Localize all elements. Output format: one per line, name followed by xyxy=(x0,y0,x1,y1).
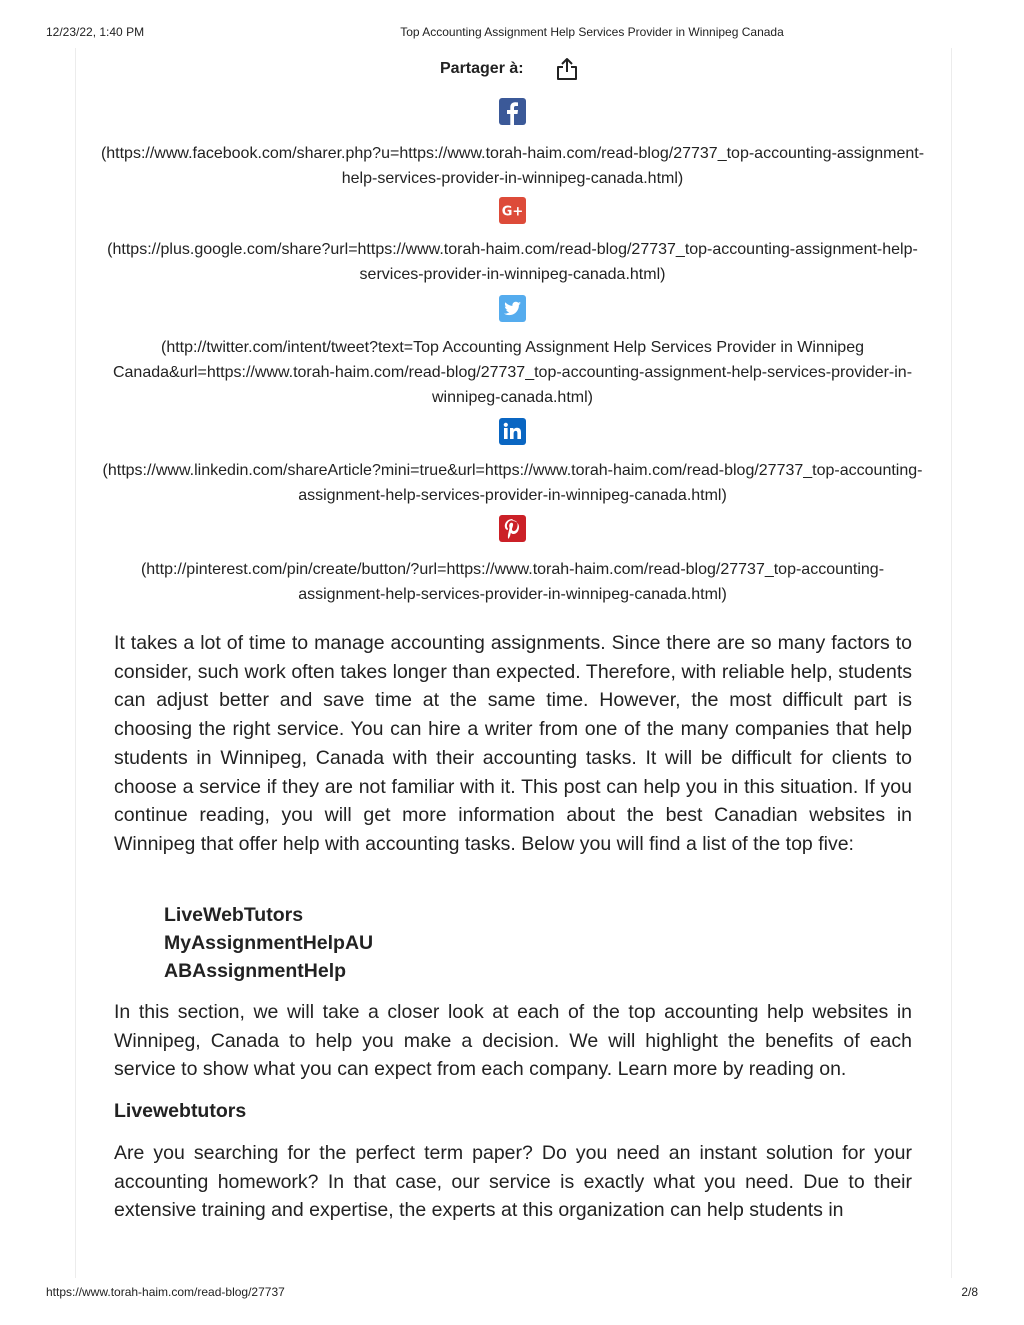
linkedin-share-link[interactable]: (https://www.linkedin.com/shareArticle?mini=true&url=https://www.torah-haim.com/read-blog/27737_top-accounting-assignment-help-services-provider-in-winnipeg-canada.html) xyxy=(102,462,923,504)
facebook-icon[interactable] xyxy=(499,98,526,125)
list-item: ABAssignmentHelp xyxy=(164,960,347,982)
section-body-paragraph: Are you searching for the perfect term paper? Do you need an instant solution for your accounting homework? In that case, our service is exactly what you need. Due to their extensive training and expertise, the experts at this organization can help students in xyxy=(114,1142,912,1222)
list-item: MyAssignmentHelpAU xyxy=(164,932,374,954)
pinterest-icon[interactable] xyxy=(499,515,526,542)
linkedin-icon[interactable] xyxy=(499,418,526,445)
section-intro-paragraph: In this section, we will take a closer look at each of the top accounting help websites in Winnipeg, Canada to help you make a decision. We will highlight the benefits of each service to show what you can expect from each company. Learn more by reading on. xyxy=(114,1001,912,1081)
google-plus-icon[interactable] xyxy=(499,197,526,224)
share-label: Partager à: xyxy=(440,60,524,77)
pinterest-share-link[interactable]: (http://pinterest.com/pin/create/button/?url=https://www.torah-haim.com/read-blog/27737_top-accounting-assignment-help-services-provider-in-winnipeg-canada.html) xyxy=(140,561,885,603)
twitter-icon[interactable] xyxy=(499,295,526,322)
svg-text:G+: G+ xyxy=(501,204,524,220)
section-heading: Livewebtutors xyxy=(114,1100,247,1122)
page-number: 2/8 xyxy=(961,1285,978,1299)
print-page-title: Top Accounting Assignment Help Services Provider in Winnipeg Canada xyxy=(400,25,784,39)
print-datetime: 12/23/22, 1:40 PM xyxy=(46,25,145,39)
print-url: https://www.torah-haim.com/read-blog/27737 xyxy=(46,1285,285,1299)
list-item: LiveWebTutors xyxy=(164,904,304,926)
google-plus-share-link[interactable]: (https://plus.google.com/share?url=https://www.torah-haim.com/read-blog/27737_top-accounting-assignment-help-services-provider-in-winnipeg-canada.html) xyxy=(107,241,918,283)
article-intro-paragraph: It takes a lot of time to manage accounting assignments. Since there are so many factors to consider, such work often takes longer than expected. Therefore, with reliable help, students can adjust better and save time at the same time. However, the most difficult part is choosing the right service. You can hire a writer from one of the many companies that help students in Winnipeg, Canada with their accounting tasks. It will be difficult for clients to choose a service if they are not familiar with it. This post can help you in this situation. If you continue reading, you will get more information about the best Canadian websites in Winnipeg that offer help with accounting tasks. Below you will find a list of the top five: xyxy=(114,632,912,855)
facebook-share-link[interactable]: (https://www.facebook.com/sharer.php?u=https://www.torah-haim.com/read-blog/27737_top-accounting-assignment-help-services-provider-in-winnipeg-canada.html) xyxy=(100,145,925,187)
share-icon[interactable] xyxy=(556,57,578,81)
twitter-share-link[interactable]: (http://twitter.com/intent/tweet?text=Top Accounting Assignment Help Services Provider in Winnipeg Canada&url=https://www.torah-haim.com/read-blog/27737_top-accounting-assignment-help-services-provider-in-winnipeg-canada.html) xyxy=(112,339,913,406)
